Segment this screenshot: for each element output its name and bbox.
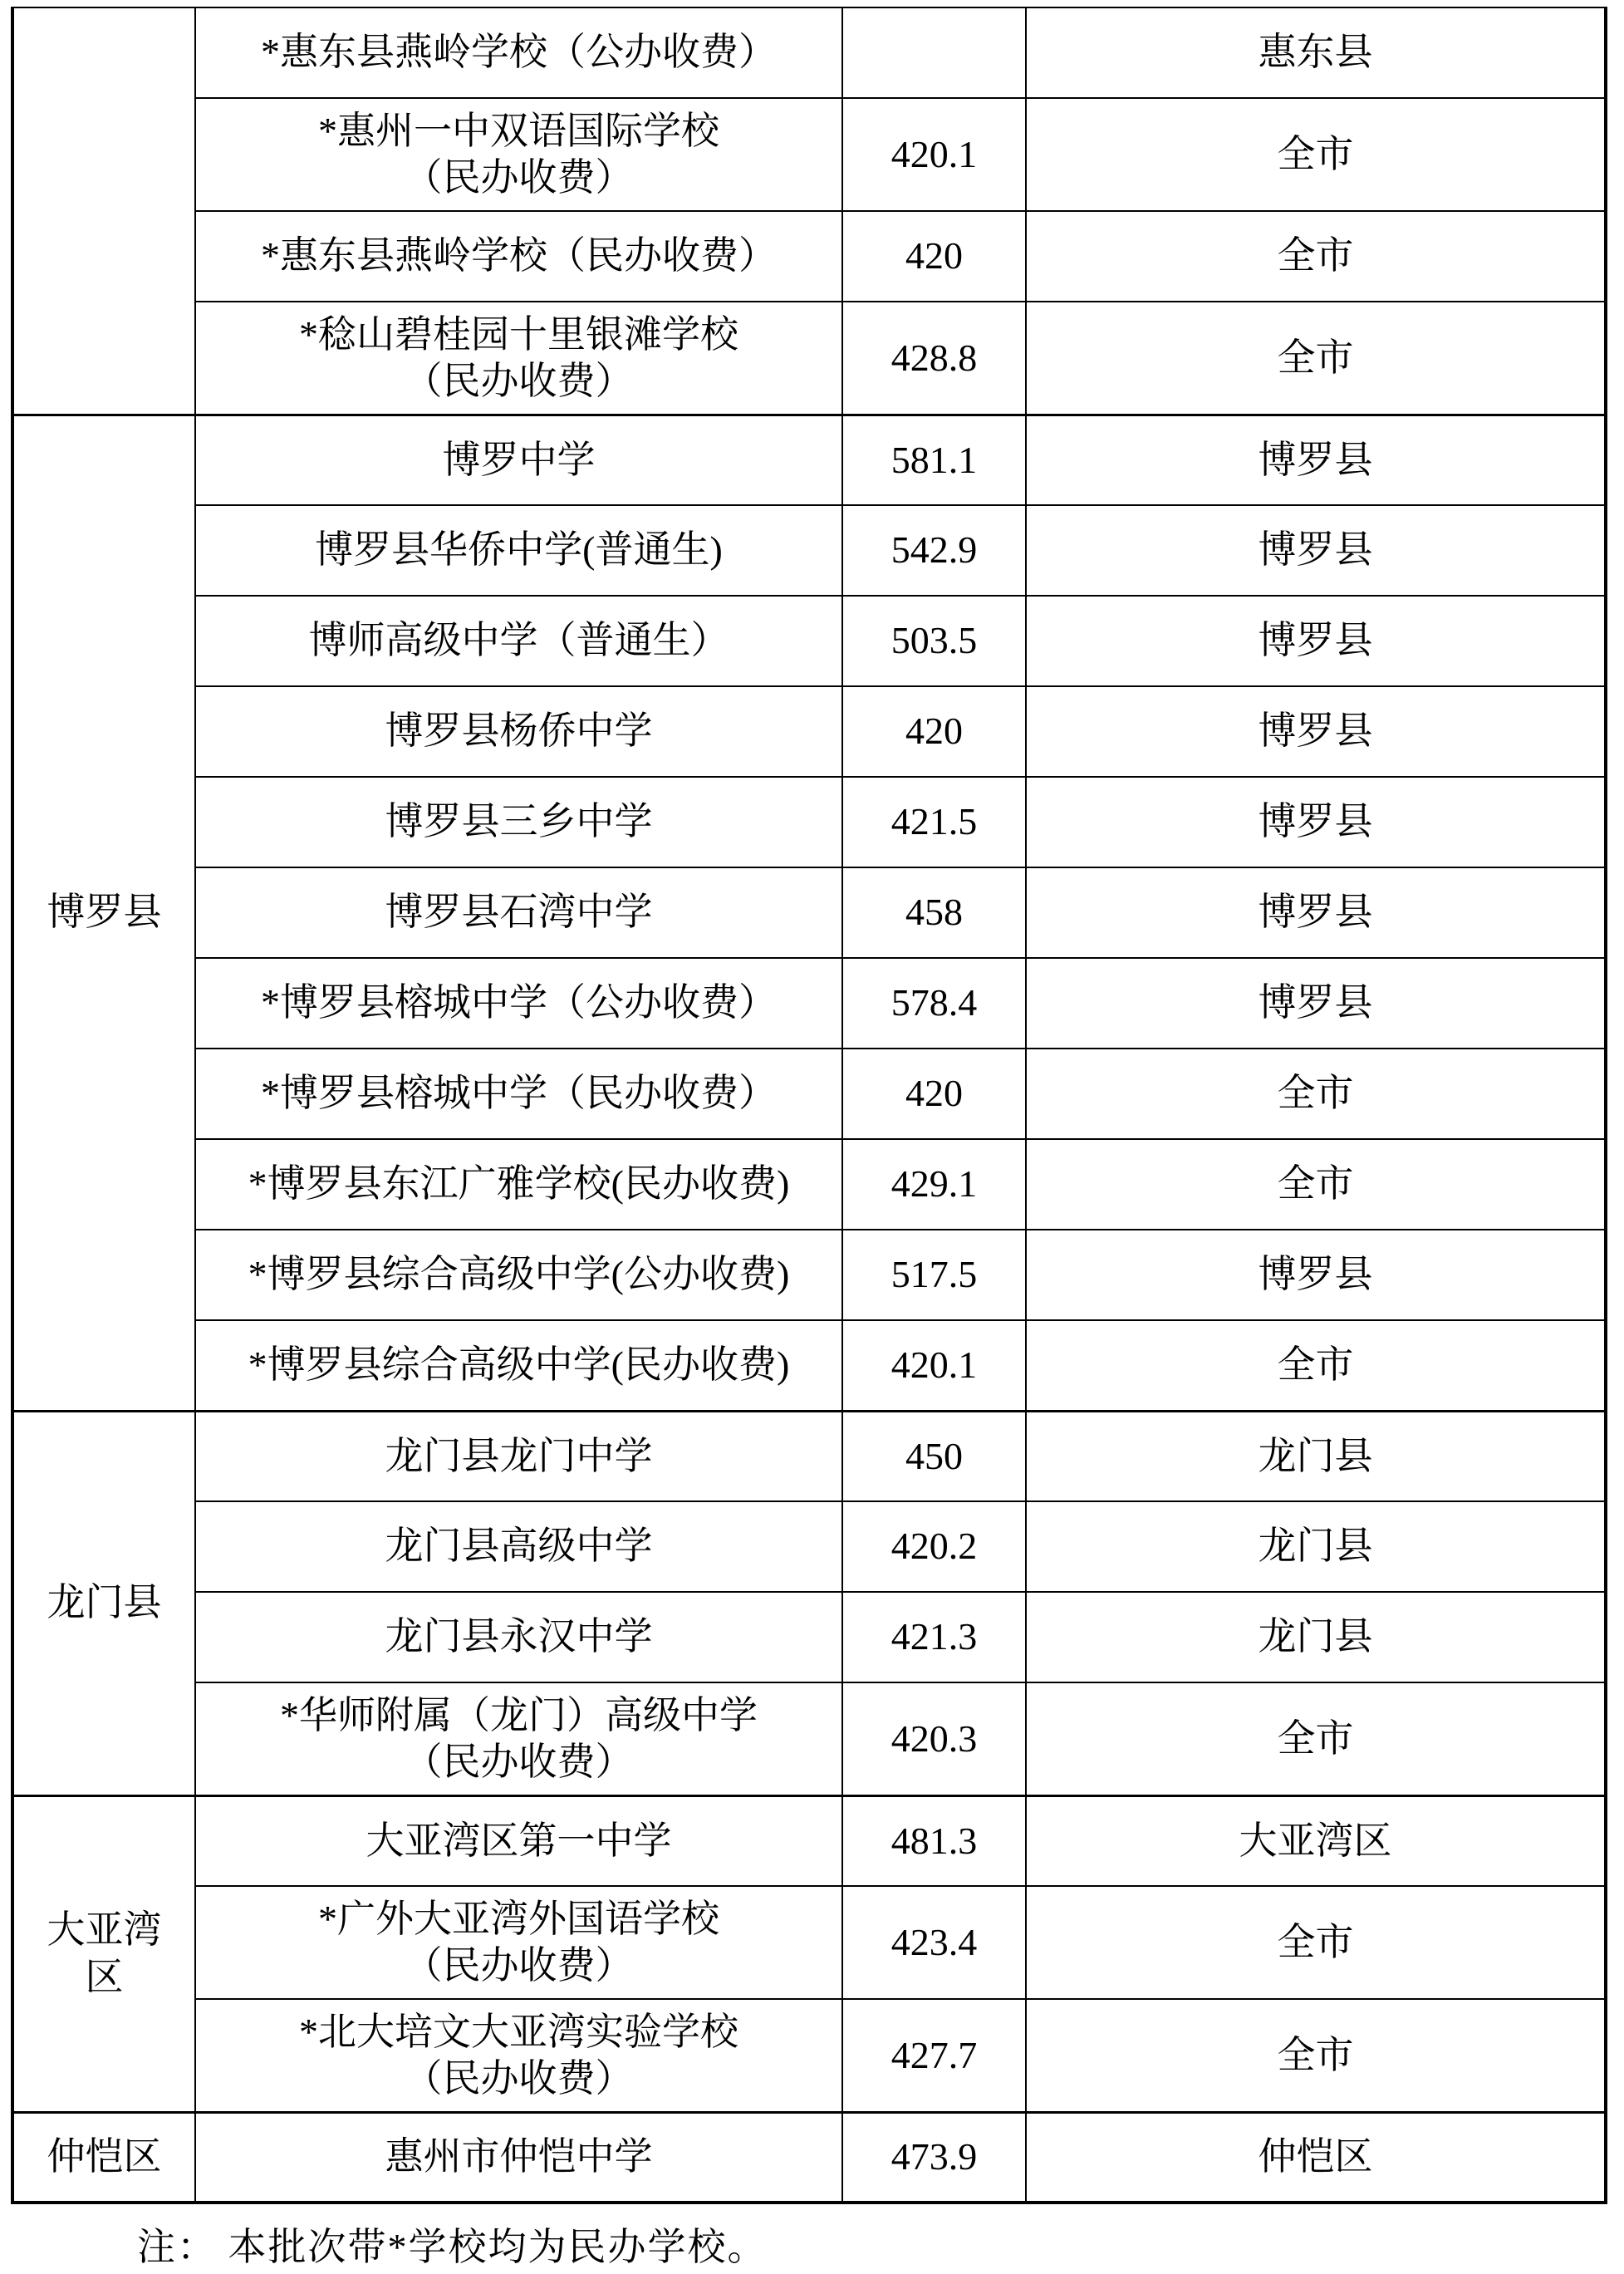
score-cell: 420.3 <box>842 1682 1026 1795</box>
cell-text-line: （民办收费） <box>404 156 634 199</box>
score-cell: 421.3 <box>842 1592 1026 1682</box>
scope-cell: 博罗县 <box>1026 867 1606 958</box>
score-cell: 420.1 <box>842 1320 1026 1411</box>
score-cell: 429.1 <box>842 1139 1026 1230</box>
cell-text-line: *博罗县榕城中学（民办收费） <box>261 1072 777 1115</box>
cell-text-line: *博罗县榕城中学（公办收费） <box>261 981 777 1024</box>
school-cell <box>195 505 842 596</box>
table-row <box>12 505 1606 596</box>
cell-text-line: （民办收费） <box>404 1944 634 1987</box>
score-cell: 481.3 <box>842 1795 1026 1886</box>
score-cell: 542.9 <box>842 505 1026 596</box>
region-cell <box>12 1795 195 2112</box>
scope-cell: 博罗县 <box>1026 505 1606 596</box>
scope-cell: 全市 <box>1026 1999 1606 2112</box>
score-cell: 458 <box>842 867 1026 958</box>
school-cell <box>195 1139 842 1230</box>
score-table-body <box>12 7 1606 2203</box>
school-cell <box>195 1411 842 1501</box>
cell-text-line: 博罗县三乡中学 <box>385 800 653 843</box>
school-cell <box>195 1999 842 2112</box>
school-cell <box>195 98 842 211</box>
table-row <box>12 686 1606 777</box>
cell-text-line: *华师附属（龙门）高级中学 <box>280 1693 758 1736</box>
scope-cell: 龙门县 <box>1026 1501 1606 1592</box>
score-cell: 578.4 <box>842 958 1026 1049</box>
cell-text-line: 惠州市仲恺中学 <box>385 2135 653 2178</box>
table-row <box>12 867 1606 958</box>
table-row <box>12 596 1606 686</box>
scope-cell: 全市 <box>1026 1886 1606 1999</box>
scope-cell: 全市 <box>1026 211 1606 302</box>
table-row <box>12 98 1606 211</box>
table-row <box>12 1795 1606 1886</box>
cell-text-line: 博罗县 <box>47 891 162 934</box>
cell-text-line: 龙门县永汉中学 <box>385 1615 653 1658</box>
scope-cell: 博罗县 <box>1026 1230 1606 1320</box>
scope-cell: 全市 <box>1026 1049 1606 1139</box>
table-row <box>12 302 1606 415</box>
cell-text-line: 大亚湾区第一中学 <box>366 1819 672 1862</box>
score-cell: 420 <box>842 1049 1026 1139</box>
scope-cell: 惠东县 <box>1026 7 1606 98</box>
school-cell <box>195 2112 842 2203</box>
score-cell: 420.1 <box>842 98 1026 211</box>
school-cell <box>195 211 842 302</box>
table-row <box>12 1886 1606 1999</box>
cell-text-line: 博罗县华侨中学(普通生) <box>315 528 723 572</box>
cell-text-line: 龙门县高级中学 <box>385 1525 653 1568</box>
cell-text-line: *博罗县东江广雅学校(民办收费) <box>248 1162 790 1206</box>
school-cell <box>195 686 842 777</box>
cell-text-line: （民办收费） <box>404 2056 634 2100</box>
score-cell: 421.5 <box>842 777 1026 867</box>
scope-cell: 大亚湾区 <box>1026 1795 1606 1886</box>
admission-score-table <box>11 7 1607 2204</box>
school-cell <box>195 1592 842 1682</box>
score-cell: 420 <box>842 211 1026 302</box>
table-row <box>12 1230 1606 1320</box>
table-row <box>12 777 1606 867</box>
scope-cell: 全市 <box>1026 302 1606 415</box>
school-cell <box>195 1230 842 1320</box>
table-row <box>12 1682 1606 1795</box>
scope-cell: 仲恺区 <box>1026 2112 1606 2203</box>
school-cell <box>195 867 842 958</box>
cell-text-line: *惠州一中双语国际学校 <box>318 109 719 152</box>
cell-text-line: *北大培文大亚湾实验学校 <box>299 2010 738 2053</box>
cell-text-line: （民办收费） <box>404 359 634 402</box>
table-row <box>12 1049 1606 1139</box>
scope-cell: 博罗县 <box>1026 686 1606 777</box>
school-cell <box>195 7 842 98</box>
school-cell <box>195 1795 842 1886</box>
region-cell <box>12 1411 195 1795</box>
cell-text-line: *博罗县综合高级中学(公办收费) <box>248 1253 790 1296</box>
score-cell: 420.2 <box>842 1501 1026 1592</box>
region-cell <box>12 2112 195 2203</box>
table-row <box>12 211 1606 302</box>
scope-cell: 全市 <box>1026 1320 1606 1411</box>
score-cell: 420 <box>842 686 1026 777</box>
scope-cell: 全市 <box>1026 98 1606 211</box>
table-row <box>12 1501 1606 1592</box>
school-cell <box>195 596 842 686</box>
table-row <box>12 1592 1606 1682</box>
cell-text-line: （民办收费） <box>404 1740 634 1783</box>
school-cell <box>195 302 842 415</box>
scope-cell: 全市 <box>1026 1682 1606 1795</box>
cell-text-line: *惠东县燕岭学校（民办收费） <box>261 234 777 277</box>
score-cell: 428.8 <box>842 302 1026 415</box>
cell-text-line: 博罗中学 <box>442 438 596 481</box>
cell-text-line: *惠东县燕岭学校（公办收费） <box>261 31 777 74</box>
school-cell <box>195 1049 842 1139</box>
region-cell <box>12 7 195 415</box>
scope-cell: 龙门县 <box>1026 1411 1606 1501</box>
region-cell <box>12 415 195 1411</box>
cell-text-line: 博罗县石湾中学 <box>385 891 653 934</box>
school-cell <box>195 1320 842 1411</box>
cell-text-line: 龙门县 <box>47 1581 162 1624</box>
cell-text-line: 区 <box>85 1955 124 1998</box>
score-cell: 581.1 <box>842 415 1026 505</box>
school-cell <box>195 415 842 505</box>
school-cell <box>195 958 842 1049</box>
scope-cell: 博罗县 <box>1026 596 1606 686</box>
table-row <box>12 1139 1606 1230</box>
cell-text-line: *博罗县综合高级中学(民办收费) <box>248 1343 790 1387</box>
cell-text-line: *稔山碧桂园十里银滩学校 <box>299 312 738 356</box>
table-row <box>12 1999 1606 2112</box>
table-row <box>12 1411 1606 1501</box>
cell-text-line: 博师高级中学（普通生） <box>308 619 729 662</box>
footnote: 注： 本批次带*学校均为民办学校。 <box>137 2226 768 2268</box>
scope-cell: 博罗县 <box>1026 415 1606 505</box>
score-cell: 423.4 <box>842 1886 1026 1999</box>
scope-cell: 博罗县 <box>1026 777 1606 867</box>
table-row <box>12 7 1606 98</box>
scope-cell: 博罗县 <box>1026 958 1606 1049</box>
school-cell <box>195 1886 842 1999</box>
school-cell <box>195 777 842 867</box>
table-row <box>12 1320 1606 1411</box>
score-cell: 473.9 <box>842 2112 1026 2203</box>
table-row <box>12 2112 1606 2203</box>
cell-text-line: 大亚湾 <box>47 1908 162 1952</box>
scope-cell: 龙门县 <box>1026 1592 1606 1682</box>
score-cell: 517.5 <box>842 1230 1026 1320</box>
score-cell <box>842 7 1026 98</box>
scope-cell: 全市 <box>1026 1139 1606 1230</box>
cell-text-line: 龙门县龙门中学 <box>385 1434 653 1477</box>
table-row <box>12 415 1606 505</box>
cell-text-line: 仲恺区 <box>47 2135 162 2178</box>
cell-text-line: 博罗县杨侨中学 <box>385 710 653 753</box>
score-cell: 427.7 <box>842 1999 1026 2112</box>
score-cell: 503.5 <box>842 596 1026 686</box>
table-row <box>12 958 1606 1049</box>
cell-text-line: *广外大亚湾外国语学校 <box>318 1897 719 1940</box>
school-cell <box>195 1682 842 1795</box>
score-cell: 450 <box>842 1411 1026 1501</box>
school-cell <box>195 1501 842 1592</box>
